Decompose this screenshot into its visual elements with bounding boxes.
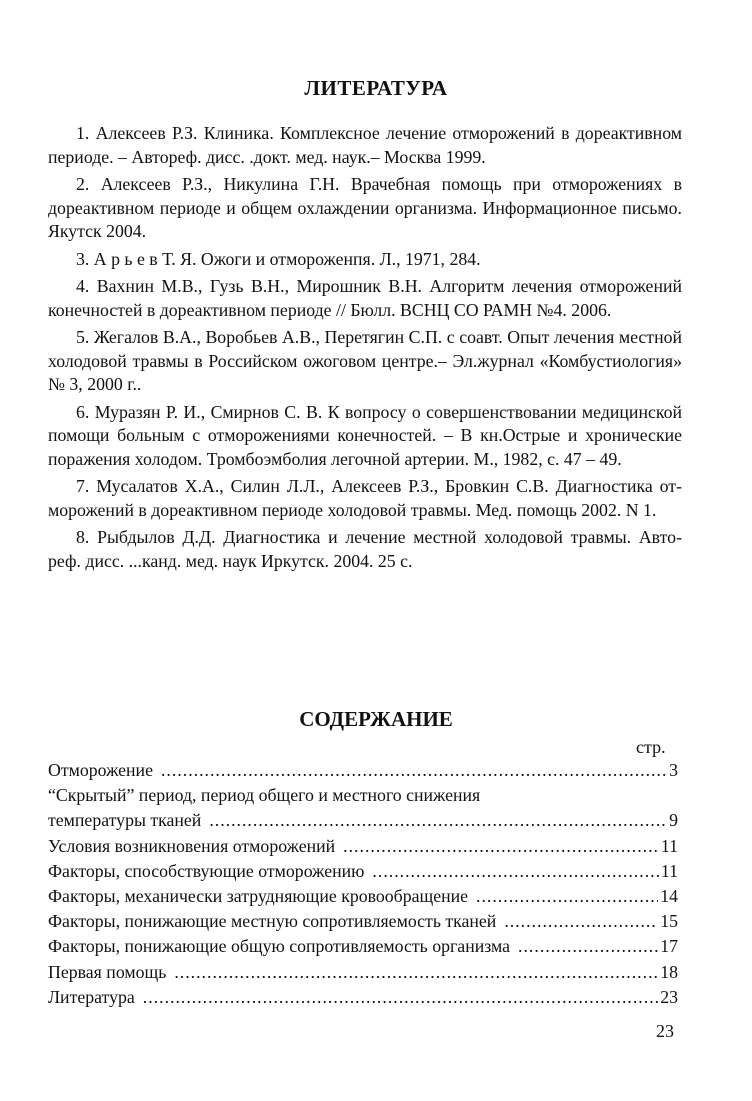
toc-entry-label: Условия возникновения отморожений [48, 835, 336, 856]
toc-entry-page: 23 [660, 986, 678, 1007]
reference-item: 2. Алексеев Р.З., Никулина Г.Н. Врачебная помощь при отморожениях в дореактивном периоде и общем охлаждении организма. Информационное письмо. Якутск 2004. [48, 174, 682, 241]
toc-entry-label: Факторы, механически затрудняющие кровообращение [48, 885, 469, 906]
toc-entry-label: Отморожение [48, 760, 153, 780]
toc-entry [48, 987, 678, 1012]
toc-entry [48, 760, 678, 785]
reference-item: 7. Мусалатов Х.А., Силин Л.Л., Алексеев Р.З., Бровкин С.В. Диагностика от-морожений в дореактивном периоде холодовой травмы. Мед. помощь 2002. N 1. [48, 476, 682, 520]
toc-dot-leader [174, 962, 658, 983]
toc-entry [48, 911, 678, 936]
toc-entry [48, 836, 678, 861]
toc-dot-leader [518, 936, 658, 957]
reference-item: 6. Муразян Р. И., Смирнов С. В. К вопросу о совершенствовании медицинской помощи больным с отморожениями конечностей. – В кн.Острые и хронические поражения холодом. Тромбоэмболия легочной артерии. М., 1982, с. 47 – 49. [48, 401, 682, 469]
toc-entry-page: 17 [660, 936, 678, 957]
toc-entry-label: Первая помощь [48, 961, 167, 982]
toc-entry [48, 861, 678, 886]
toc-entry-label: “Скрытый” период, период общего и местного снижения [48, 785, 481, 806]
toc-entry-label: Факторы, понижающие местную сопротивляемость тканей [48, 911, 497, 932]
toc-entry-page: 11 [660, 835, 678, 856]
toc-entry [48, 886, 678, 911]
toc-dot-leader [504, 911, 658, 932]
toc-entry-page: 15 [660, 911, 678, 932]
reference-item: 1. Алексеев Р.З. Клиника. Комплексное лечение отморожений в дореактивном периоде. – Автореф. дисс. .докт. мед. наук.– Москва 1999. [48, 123, 682, 167]
table-of-contents [48, 760, 678, 1012]
reference-list [48, 122, 682, 577]
toc-entry-page: 3 [669, 760, 678, 780]
toc-entry [48, 936, 678, 961]
page-number: 23 [656, 1021, 674, 1041]
toc-entry-label: Литература [48, 986, 135, 1007]
toc-entry-label: Факторы, способствующие отморожению [48, 860, 365, 881]
toc-dot-leader [343, 836, 659, 857]
toc-entry-page: 14 [660, 885, 678, 906]
toc-entry-page: 11 [660, 860, 678, 881]
toc-dot-leader [209, 810, 667, 831]
toc-dot-leader [476, 886, 658, 907]
toc-entry-label-continuation: температуры тканей [48, 810, 202, 831]
toc-entry [48, 962, 678, 987]
page-column-label: стр. [636, 737, 666, 757]
toc-entry-page: 18 [660, 961, 678, 982]
reference-item: 3. А р ь е в Т. Я. Ожоги и отмороженпя. Л., 1971, 284. [76, 248, 481, 269]
toc-entry [48, 810, 678, 835]
literature-title: ЛИТЕРАТУРА [304, 76, 448, 100]
reference-item: 4. Вахнин М.В., Гузь В.Н., Мирошник В.Н. Алгоритм лечения отморожений конечностей в дореактивном периоде // Бюлл. ВСНЦ СО РАМН №4. 2006. [48, 276, 682, 320]
toc-entry-page: 9 [669, 810, 678, 831]
toc-dot-leader [372, 861, 658, 882]
toc-dot-leader [143, 987, 658, 1008]
reference-item: 5. Жегалов В.А., Воробьев А.В., Перетягин С.П. с соавт. Опыт лечения местной холодовой травмы в Российском ожоговом центре.– Эл.журнал «Комбустиология» № 3, 2000 г.. [48, 327, 682, 394]
reference-item: 8. Рыбдылов Д.Д. Диагностика и лечение местной холодовой травмы. Авто-реф. дисс. ...канд. мед. наук Иркутск. 2004. 25 с. [48, 527, 682, 571]
contents-title: СОДЕРЖАНИЕ [299, 707, 453, 731]
toc-entry-label: Факторы, понижающие общую сопротивляемость организма [48, 936, 511, 957]
toc-dot-leader [161, 760, 667, 781]
